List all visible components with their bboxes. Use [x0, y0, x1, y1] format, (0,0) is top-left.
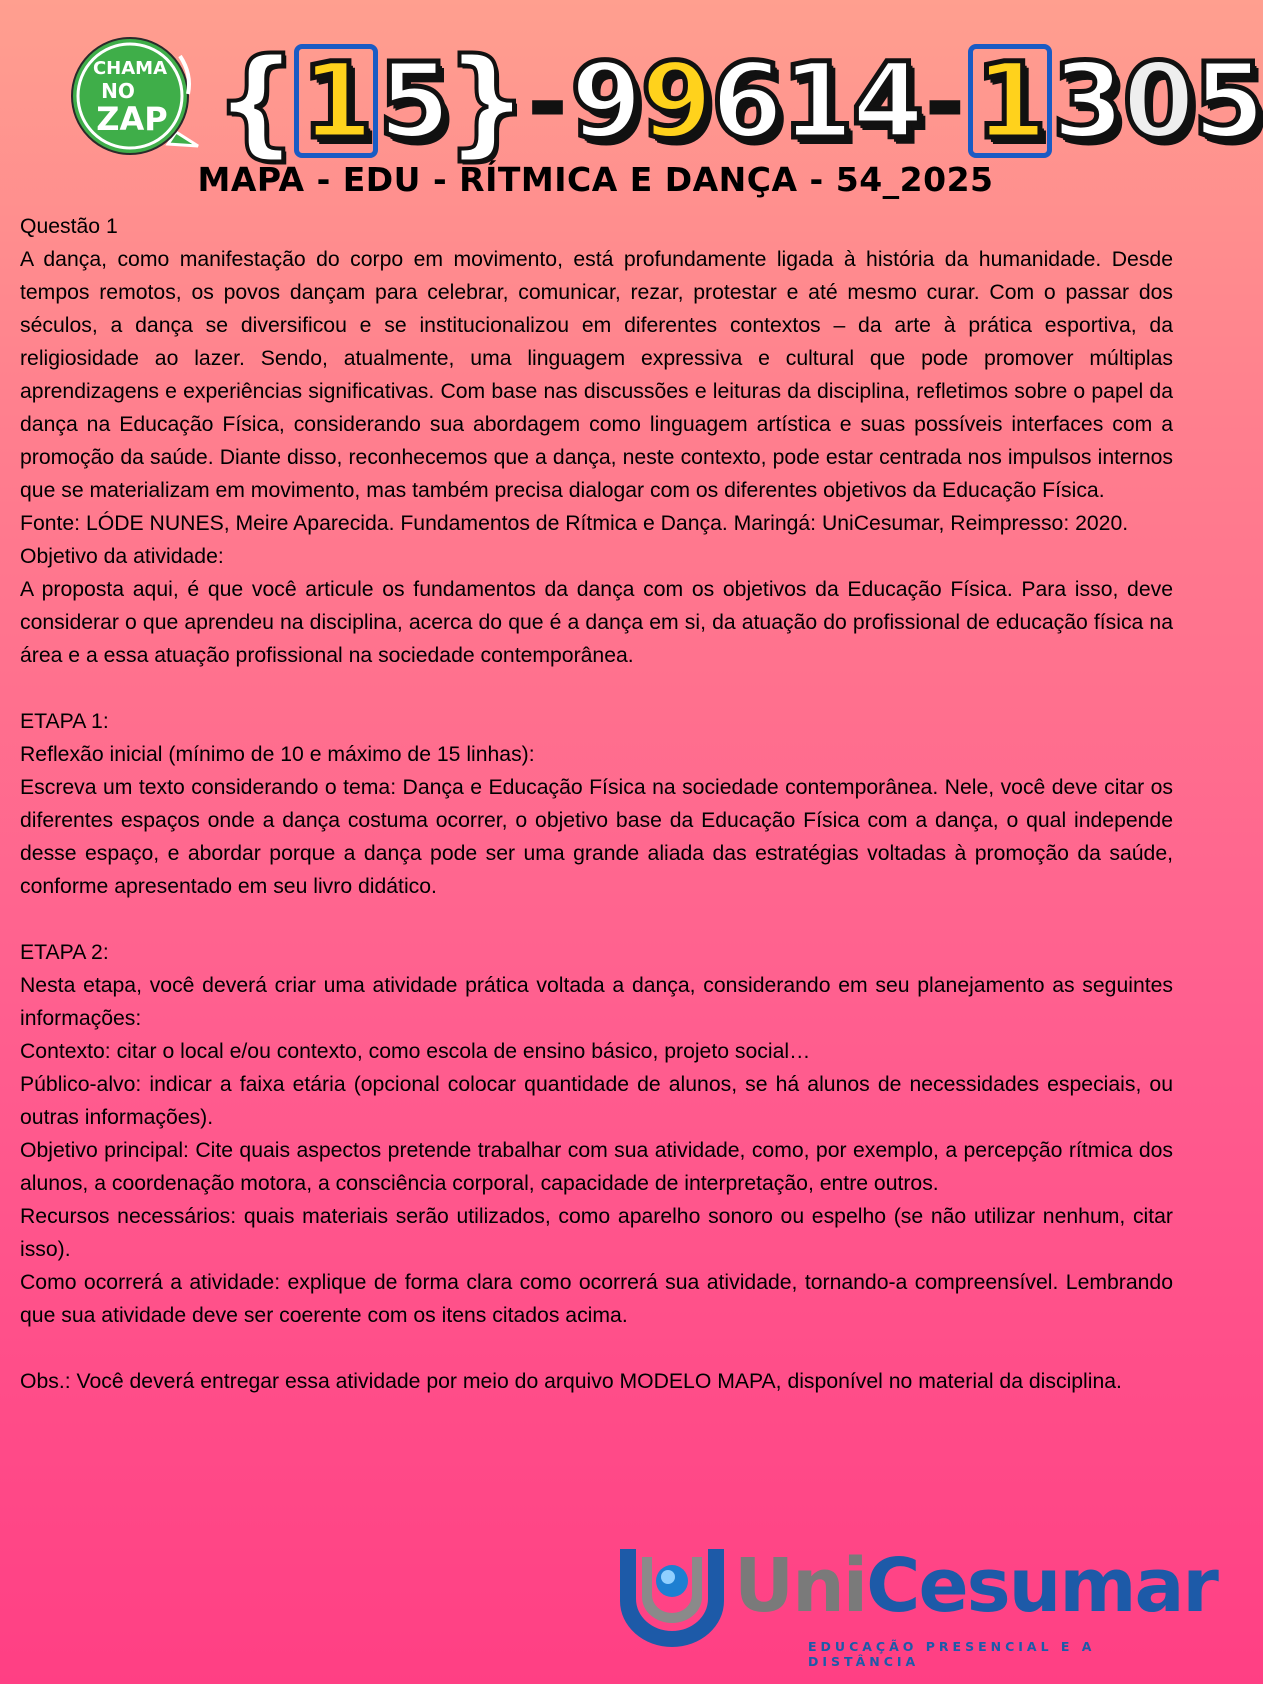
stage2-paragraph: Nesta etapa, você deverá criar uma atividade prática voltada a dança, considerando em seu planejamento as seguintes informações: [20, 974, 1173, 1030]
source-citation: Fonte: LÓDE NUNES, Meire Aparecida. Fundamentos de Rítmica e Dança. Maringá: UniCesumar, Reimpresso: 2020. [20, 512, 1129, 535]
badge-line3: ZAP [96, 100, 168, 138]
main-objective-item: Objetivo principal: Cite quais aspectos pretende trabalhar com sua atividade, como, por exemplo, a percepção rítmica dos alunos, a coordenação motora, a consciência corporal, capacidade de interpretação, entre outros. [20, 1139, 1173, 1195]
phone-digit: 6 [711, 40, 782, 162]
phone-digit: 9 [570, 40, 641, 162]
how-item: Como ocorrerá a atividade: explique de forma clara como ocorrerá sua atividade, tornando-a compreensível. Lembrando que sua atividade deve ser coerente com os itens citados acima. [20, 1271, 1173, 1327]
objective-heading: Objetivo da atividade: [20, 545, 224, 568]
phone-digit: 3 [1052, 40, 1123, 162]
unicesumar-mark-icon [612, 1543, 736, 1651]
stage2-heading: ETAPA 2: [20, 941, 109, 964]
question-heading: Questão 1 [20, 215, 118, 238]
badge-line2: NO [101, 79, 135, 103]
stage1-paragraph: Escreva um texto considerando o tema: Dança e Educação Física na sociedade contemporânea. Nele, você deve citar os diferentes espaços onde a dança costuma ocorrer, o objetivo base da Educação Física com a dança, o qual independe desse espaço, e abordar porque a dança pode ser uma grande aliada das estratégias voltadas à promoção da saúde, conforme apresentado em seu livro didático. [20, 776, 1173, 898]
phone-digit: 5 [1192, 40, 1263, 162]
objective-paragraph: A proposta aqui, é que você articule os fundamentos da dança com os objetivos da Educação Física. Para isso, deve considerar o que aprendeu na disciplina, acerca do que é a dança em si, da atuação do profissional de educação física na área e a essa atuação profissional na sociedade contemporânea. [20, 578, 1173, 667]
page-title: MAPA - EDU - RÍTMICA E DANÇA - 54_2025 [197, 160, 994, 199]
chama-no-zap-badge[interactable] [68, 34, 200, 158]
logo-uni: Uni [734, 1543, 867, 1629]
close-brace: } [444, 32, 529, 170]
resources-item: Recursos necessários: quais materiais serão utilizados, como aparelho sonoro ou espelho (se não utilizar nenhum, citar isso). [20, 1205, 1173, 1261]
logo-wordmark [734, 1543, 1217, 1629]
stage1-heading: ETAPA 1: [20, 710, 109, 733]
phone-number[interactable] [214, 32, 1263, 170]
phone-separator: - [526, 42, 569, 160]
logo-tagline: EDUCAÇÃO PRESENCIAL E A DISTÂNCIA [808, 1639, 1096, 1669]
logo-cesumar: Cesumar [866, 1543, 1217, 1629]
context-item: Contexto: citar o local e/ou contexto, como escola de ensino básico, projeto social… [20, 1040, 811, 1063]
badge-line1: CHAMA [92, 58, 168, 79]
open-brace: { [214, 32, 299, 170]
phone-digit: 1 [781, 40, 852, 162]
phone-digit: 1 [294, 44, 378, 158]
spacer [20, 903, 1173, 936]
phone-separator: - [924, 42, 966, 160]
unicesumar-logo [612, 1543, 1217, 1669]
phone-digit: 9 [640, 40, 712, 162]
header [0, 28, 1263, 170]
stage1-subheading: Reflexão inicial (mínimo de 10 e máximo de 15 linhas): [20, 743, 535, 766]
phone-digit: 5 [378, 40, 449, 162]
phone-digit: 4 [851, 40, 923, 162]
spacer [20, 1332, 1173, 1365]
phone-digit: 0 [1122, 40, 1193, 162]
audience-item: Público-alvo: indicar a faixa etária (opcional colocar quantidade de alunos, se há alunos de necessidades especiais, ou outras informações). [20, 1073, 1173, 1129]
phone-digit: 1 [968, 44, 1052, 158]
obs-note: Obs.: Você deverá entregar essa atividade por meio do arquivo MODELO MAPA, disponível no material da disciplina. [20, 1370, 1122, 1393]
spacer [20, 672, 1173, 705]
intro-paragraph: A dança, como manifestação do corpo em movimento, está profundamente ligada à história da humanidade. Desde tempos remotos, os povos dançam para celebrar, comunicar, rezar, protestar e até mesmo curar. Com o passar dos séculos, a dança se diversificou e se institucionalizou em diferentes contextos – da arte à prática esportiva, da religiosidade ao lazer. Sendo, atualmente, uma linguagem expressiva e cultural que pode promover múltiplas aprendizagens e experiências significativas. Com base nas discussões e leituras da disciplina, refletimos sobre o papel da dança na Educação Física, considerando sua abordagem como linguagem artística e suas possíveis interfaces com a promoção da saúde. Diante disso, reconhecemos que a dança, neste contexto, pode estar centrada nos impulsos internos que se materializam em movimento, mas também precisa dialogar com os diferentes objetivos da Educação Física. [20, 248, 1173, 502]
document-body [20, 210, 1173, 1398]
